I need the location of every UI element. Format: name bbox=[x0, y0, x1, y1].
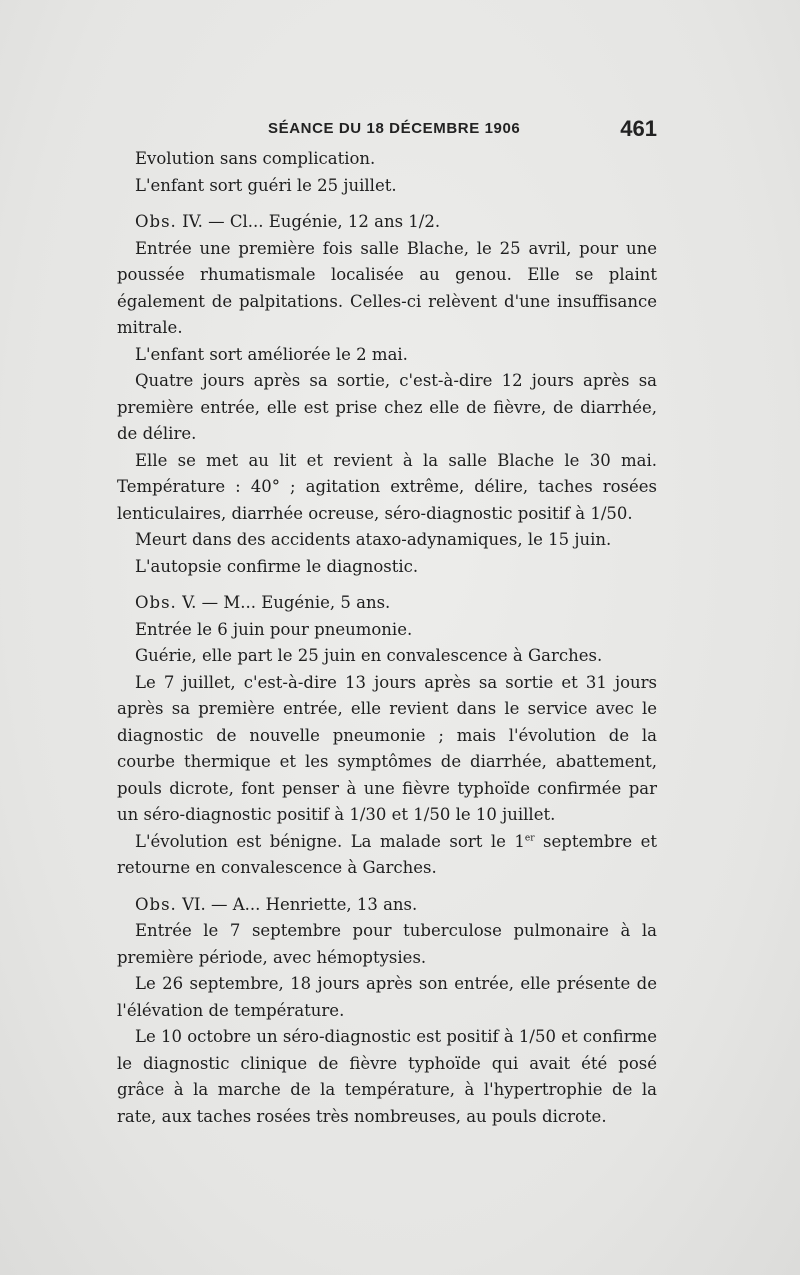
observation-heading bbox=[117, 892, 657, 919]
paragraph bbox=[117, 829, 657, 882]
obs-text: VI. — A... Henriette, 13 ans. bbox=[182, 894, 418, 914]
paragraph: Le 10 octobre un séro-diagnostic est positif à 1/50 et confirme le diagnostic clinique de fièvre typhoïde qui avait été posé grâce à la marche de la température, à l'hypertrophie de la rate, aux taches rosées très nombreuses, au pouls dicrote. bbox=[117, 1027, 657, 1126]
paragraph: L'enfant sort améliorée le 2 mai. bbox=[135, 344, 408, 364]
observation-heading bbox=[117, 590, 657, 617]
body-text bbox=[117, 146, 657, 1130]
paragraph-before: L'évolution est bénigne. La malade sort le 1 bbox=[135, 831, 525, 851]
obs-text: IV. — Cl... Eugénie, 12 ans 1/2. bbox=[182, 212, 441, 231]
obs-label: Obs. bbox=[135, 894, 177, 914]
paragraph-sup: er bbox=[524, 833, 535, 843]
obs-text: V. — M... Eugénie, 5 ans. bbox=[182, 593, 391, 612]
paragraph-after: septembre et retourne en convalescence à Garches. bbox=[117, 831, 658, 877]
paragraph: Evolution sans complication. bbox=[135, 149, 376, 168]
paragraph: L'autopsie confirme le diagnostic. bbox=[135, 556, 419, 576]
paragraph: Quatre jours après sa sortie, c'est-à-dire 12 jours après sa première entrée, elle est prise chez elle de fièvre, de diarrhée, de délire. bbox=[117, 371, 657, 443]
paragraph: Entrée le 6 juin pour pneumonie. bbox=[135, 619, 413, 639]
header-title: SÉANCE DU 18 DÉCEMBRE 1906 bbox=[268, 120, 521, 137]
running-header bbox=[120, 116, 660, 146]
paragraph: Le 26 septembre, 18 jours après son entrée, elle présente de l'élévation de température. bbox=[117, 974, 657, 1020]
paragraph: Meurt dans des accidents ataxo-adynamiques, le 15 juin. bbox=[135, 530, 612, 549]
paragraph: Guérie, elle part le 25 juin en convalescence à Garches. bbox=[135, 646, 603, 665]
paragraph: Elle se met au lit et revient à la salle Blache le 30 mai. Température : 40° ; agitation extrême, délire, taches rosées lenticulaires, diarrhée ocreuse, séro-diagnostic positif à 1/50. bbox=[117, 450, 657, 523]
observation-heading bbox=[117, 209, 657, 236]
page-number: 461 bbox=[620, 116, 657, 141]
paragraph: Entrée le 7 septembre pour tuberculose pulmonaire à la première période, avec hémoptysies. bbox=[117, 921, 657, 967]
paragraph: Entrée une première fois salle Blache, le 25 avril, pour une poussée rhumatismale localisée au genou. Elle se plaint également de palpitations. Celles-ci relèvent d'une insuffisance mitrale. bbox=[117, 238, 657, 337]
obs-label: Obs. bbox=[135, 212, 177, 231]
paragraph: Le 7 juillet, c'est-à-dire 13 jours après sa sortie et 31 jours après sa première entrée, elle revient dans le service avec le diagnostic de nouvelle pneumonie ; mais l'évolution de la courbe thermique et les symptômes de diarrhée, abattement, pouls dicrote, font penser à une fièvre typhoïde confirmée par un séro-diagnostic positif à 1/30 et 1/50 le 10 juillet. bbox=[117, 672, 657, 824]
paragraph: L'enfant sort guéri le 25 juillet. bbox=[135, 175, 397, 195]
obs-label: Obs. bbox=[135, 593, 177, 612]
